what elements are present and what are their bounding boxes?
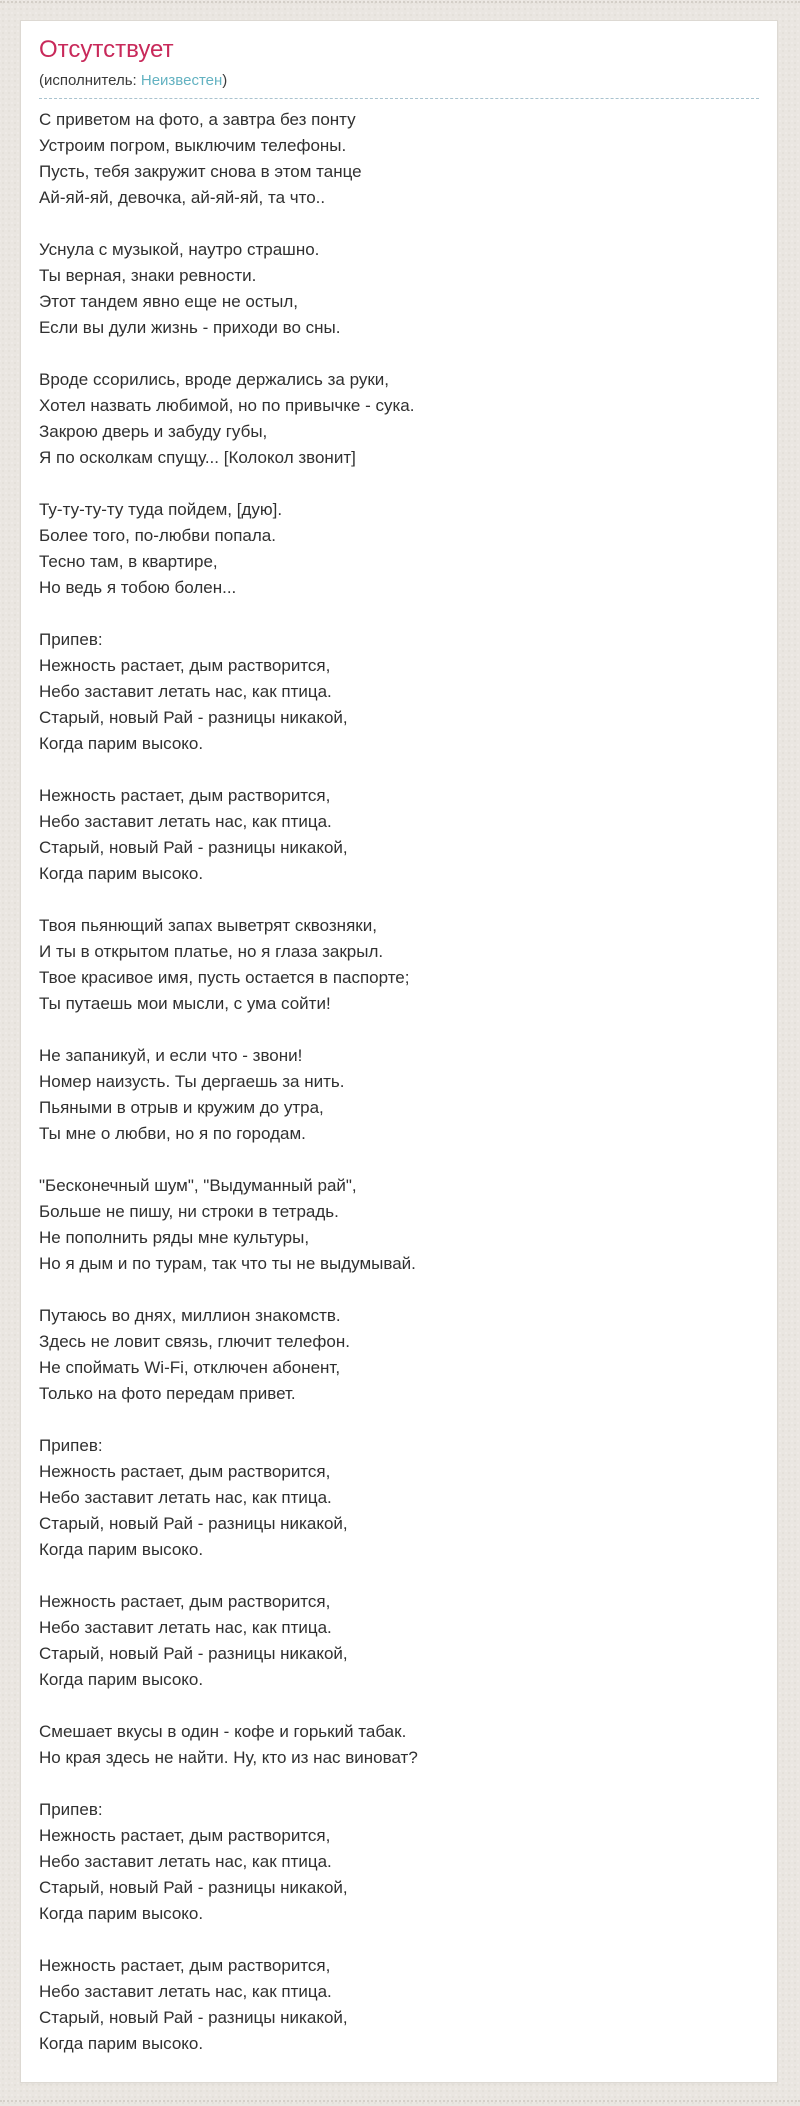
stanza: Припев: Нежность растает, дым растворится, Небо заставит летать нас, как птица. Старый, новый Рай - разницы никакой, Когда парим высоко. — [39, 1800, 348, 1923]
lyrics — [39, 107, 759, 2057]
stanza: Нежность растает, дым растворится, Небо заставит летать нас, как птица. Старый, новый Рай - разницы никакой, Когда парим высоко. — [39, 1956, 348, 2053]
artist-label: (исполнитель: — [39, 72, 141, 89]
stanza: Путаюсь во днях, миллион знакомств. Здесь не ловит связь, глючит телефон. Не споймать Wi-Fi, отключен абонент, Только на фото передам привет. — [39, 1306, 350, 1403]
artist-line — [39, 70, 759, 91]
stanza: Припев: Нежность растает, дым растворится, Небо заставит летать нас, как птица. Старый, новый Рай - разницы никакой, Когда парим высоко. — [39, 1436, 348, 1559]
stanza: "Бесконечный шум", "Выдуманный рай", Больше не пишу, ни строки в тетрадь. Не пополнить ряды мне культуры, Но я дым и по турам, так что ты не выдумывай. — [39, 1176, 416, 1273]
stanza: Уснула с музыкой, наутро страшно. Ты верная, знаки ревности. Этот тандем явно еще не остыл, Если вы дули жизнь - приходи во сны. — [39, 240, 341, 337]
artist-suffix: ) — [222, 72, 228, 89]
song-title: Отсутствует — [39, 36, 174, 63]
stanza: Нежность растает, дым растворится, Небо заставит летать нас, как птица. Старый, новый Рай - разницы никакой, Когда парим высоко. — [39, 786, 348, 883]
page-top-dotted-border — [0, 1, 800, 3]
stanza: Ту-ту-ту-ту туда пойдем, [дую]. Более того, по-любви попала. Тесно там, в квартире, Но ведь я тобою болен... — [39, 500, 283, 597]
stanza: Смешает вкусы в один - кофе и горький табак. Но края здесь не найти. Ну, кто из нас виноват? — [39, 1722, 418, 1767]
lyrics-card — [20, 20, 778, 2083]
stanza: С приветом на фото, а завтра без понту Устроим погром, выключим телефоны. Пусть, тебя закружит снова в этом танце Ай-яй-яй, девочка, ай-яй-яй, та что.. — [39, 110, 362, 207]
stanza: Нежность растает, дым растворится, Небо заставит летать нас, как птица. Старый, новый Рай - разницы никакой, Когда парим высоко. — [39, 1592, 348, 1689]
stanza: Не запаникуй, и если что - звони! Номер наизусть. Ты дергаешь за нить. Пьяными в отрыв и кружим до утра, Ты мне о любви, но я по городам. — [39, 1046, 345, 1143]
song-header — [39, 35, 759, 99]
artist-link[interactable]: Неизвестен — [140, 72, 223, 89]
page-bottom-dotted-border — [0, 2100, 800, 2102]
stanza: Вроде ссорились, вроде держались за руки, Хотел назвать любимой, но по привычке - сука. Закрою дверь и забуду губы, Я по осколкам спущу... [Колокол звонит] — [39, 370, 415, 467]
stanza: Припев: Нежность растает, дым растворится, Небо заставит летать нас, как птица. Старый, новый Рай - разницы никакой, Когда парим высоко. — [39, 630, 348, 753]
stanza: Твоя пьянющий запах выветрят сквозняки, И ты в открытом платье, но я глаза закрыл. Твое красивое имя, пусть остается в паспорте; Ты путаешь мои мысли, с ума сойти! — [39, 916, 410, 1013]
